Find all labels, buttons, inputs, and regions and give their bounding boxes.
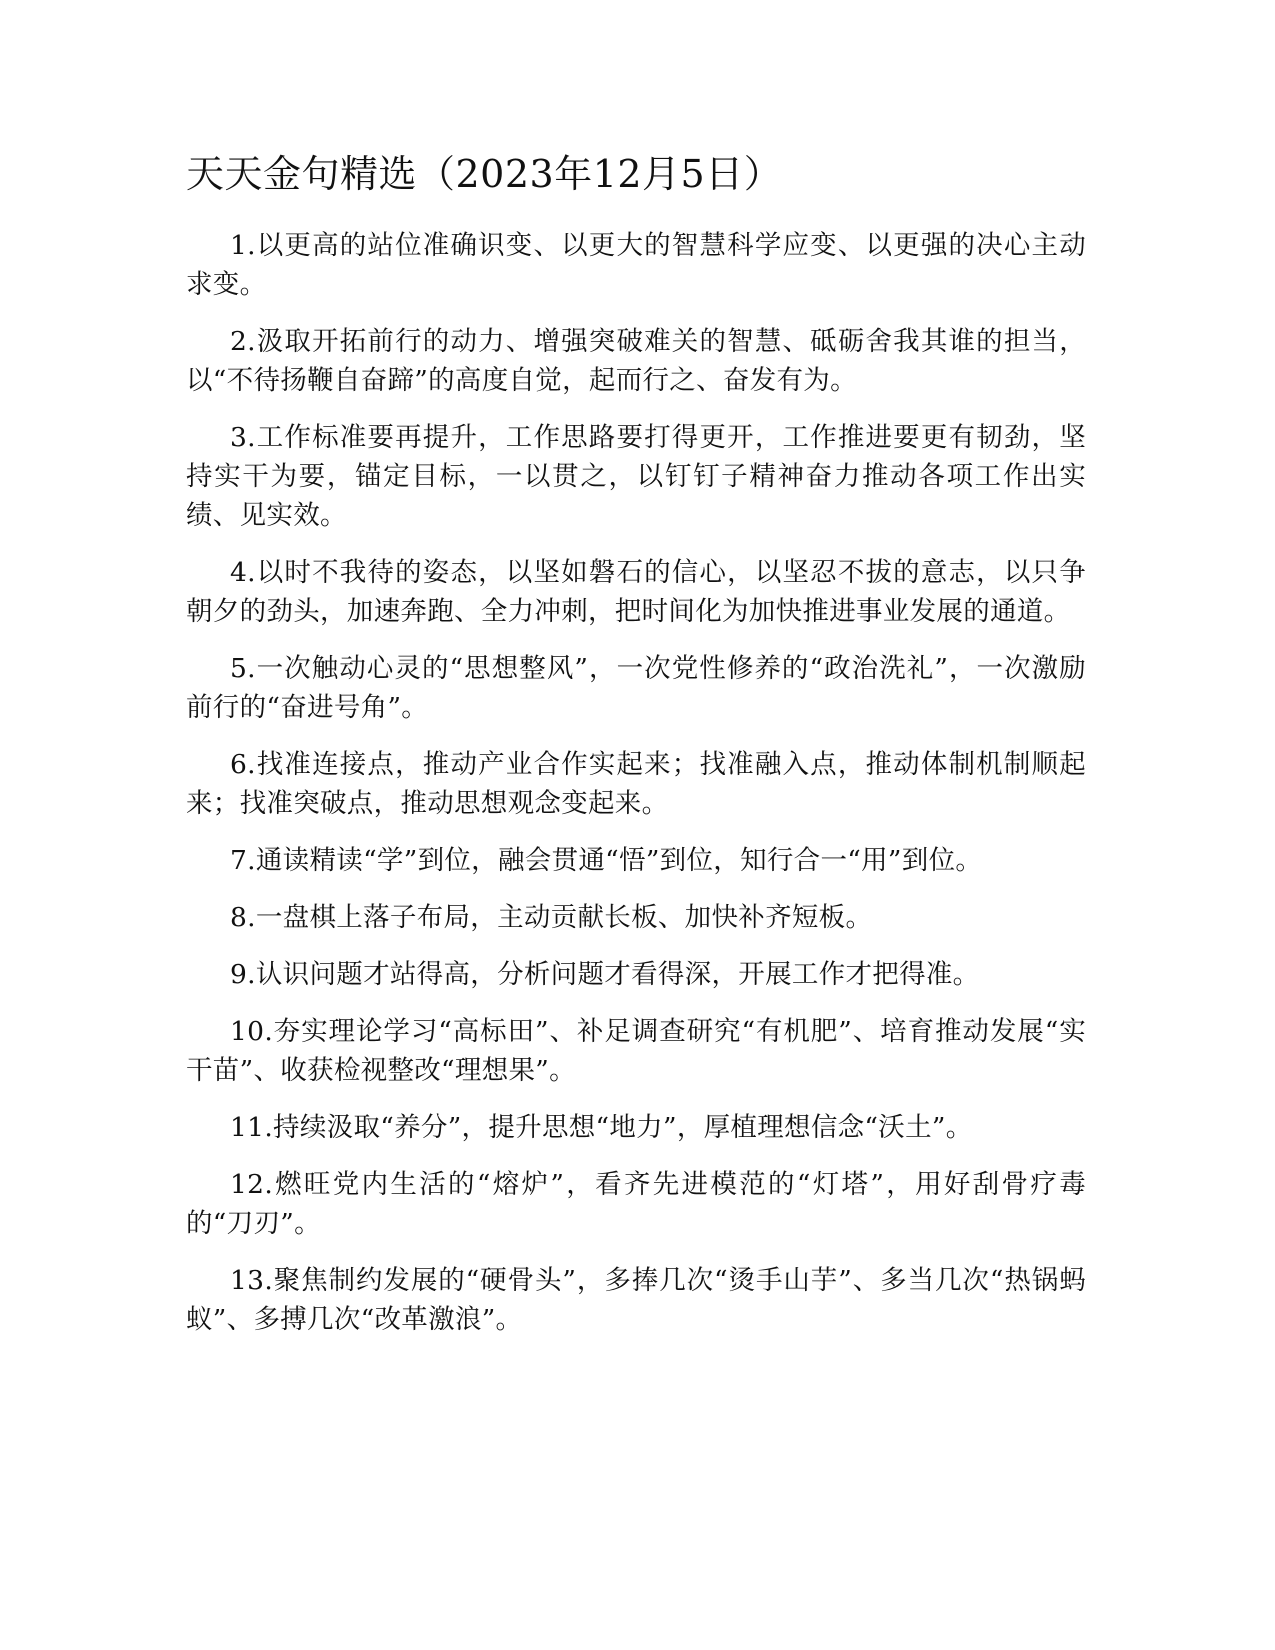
- quote-item: 8.一盘棋上落子布局，主动贡献长板、加快补齐短板。: [230, 902, 873, 933]
- quote-item: 3.工作标准要再提升，工作思路要打得更开，工作推进要更有韧劲，坚持实干为要，锚定目标，一以贯之，以钉钉子精神奋力推动各项工作出实绩、见实效。: [186, 422, 1086, 531]
- quote-item: 1.以更高的站位准确识变、以更大的智慧科学应变、以更强的决心主动求变。: [186, 230, 1086, 300]
- quote-item: 7.通读精读“学”到位，融会贯通“悟”到位，知行合一“用”到位。: [230, 845, 983, 876]
- quote-item: 12.燃旺党内生活的“熔炉”，看齐先进模范的“灯塔”，用好刮骨疗毒的“刀刃”。: [186, 1169, 1086, 1239]
- quote-list: [186, 226, 1086, 1357]
- document-title: 天天金句精选（2023年12月5日）: [186, 152, 783, 196]
- quote-item: 9.认识问题才站得高，分析问题才看得深，开展工作才把得准。: [230, 959, 980, 990]
- quote-item: 10.夯实理论学习“高标田”、补足调查研究“有机肥”、培育推动发展“实干苗”、收获检视整改“理想果”。: [186, 1016, 1086, 1086]
- quote-item: 13.聚焦制约发展的“硬骨头”，多捧几次“烫手山芋”、多当几次“热锅蚂蚁”、多搏几次“改革激浪”。: [186, 1265, 1086, 1335]
- quote-item: 11.持续汲取“养分”，提升思想“地力”，厚植理想信念“沃土”。: [230, 1112, 973, 1143]
- quote-item: 2.汲取开拓前行的动力、增强突破难关的智慧、砥砺舍我其谁的担当，以“不待扬鞭自奋蹄”的高度自觉，起而行之、奋发有为。: [186, 326, 1086, 396]
- quote-item: 4.以时不我待的姿态，以坚如磐石的信心，以坚忍不拔的意志，以只争朝夕的劲头，加速奔跑、全力冲刺，把时间化为加快推进事业发展的通道。: [186, 557, 1086, 627]
- quote-item: 5.一次触动心灵的“思想整风”，一次党性修养的“政治洗礼”，一次激励前行的“奋进号角”。: [186, 653, 1086, 723]
- quote-item: 6.找准连接点，推动产业合作实起来；找准融入点，推动体制机制顺起来；找准突破点，推动思想观念变起来。: [186, 749, 1086, 819]
